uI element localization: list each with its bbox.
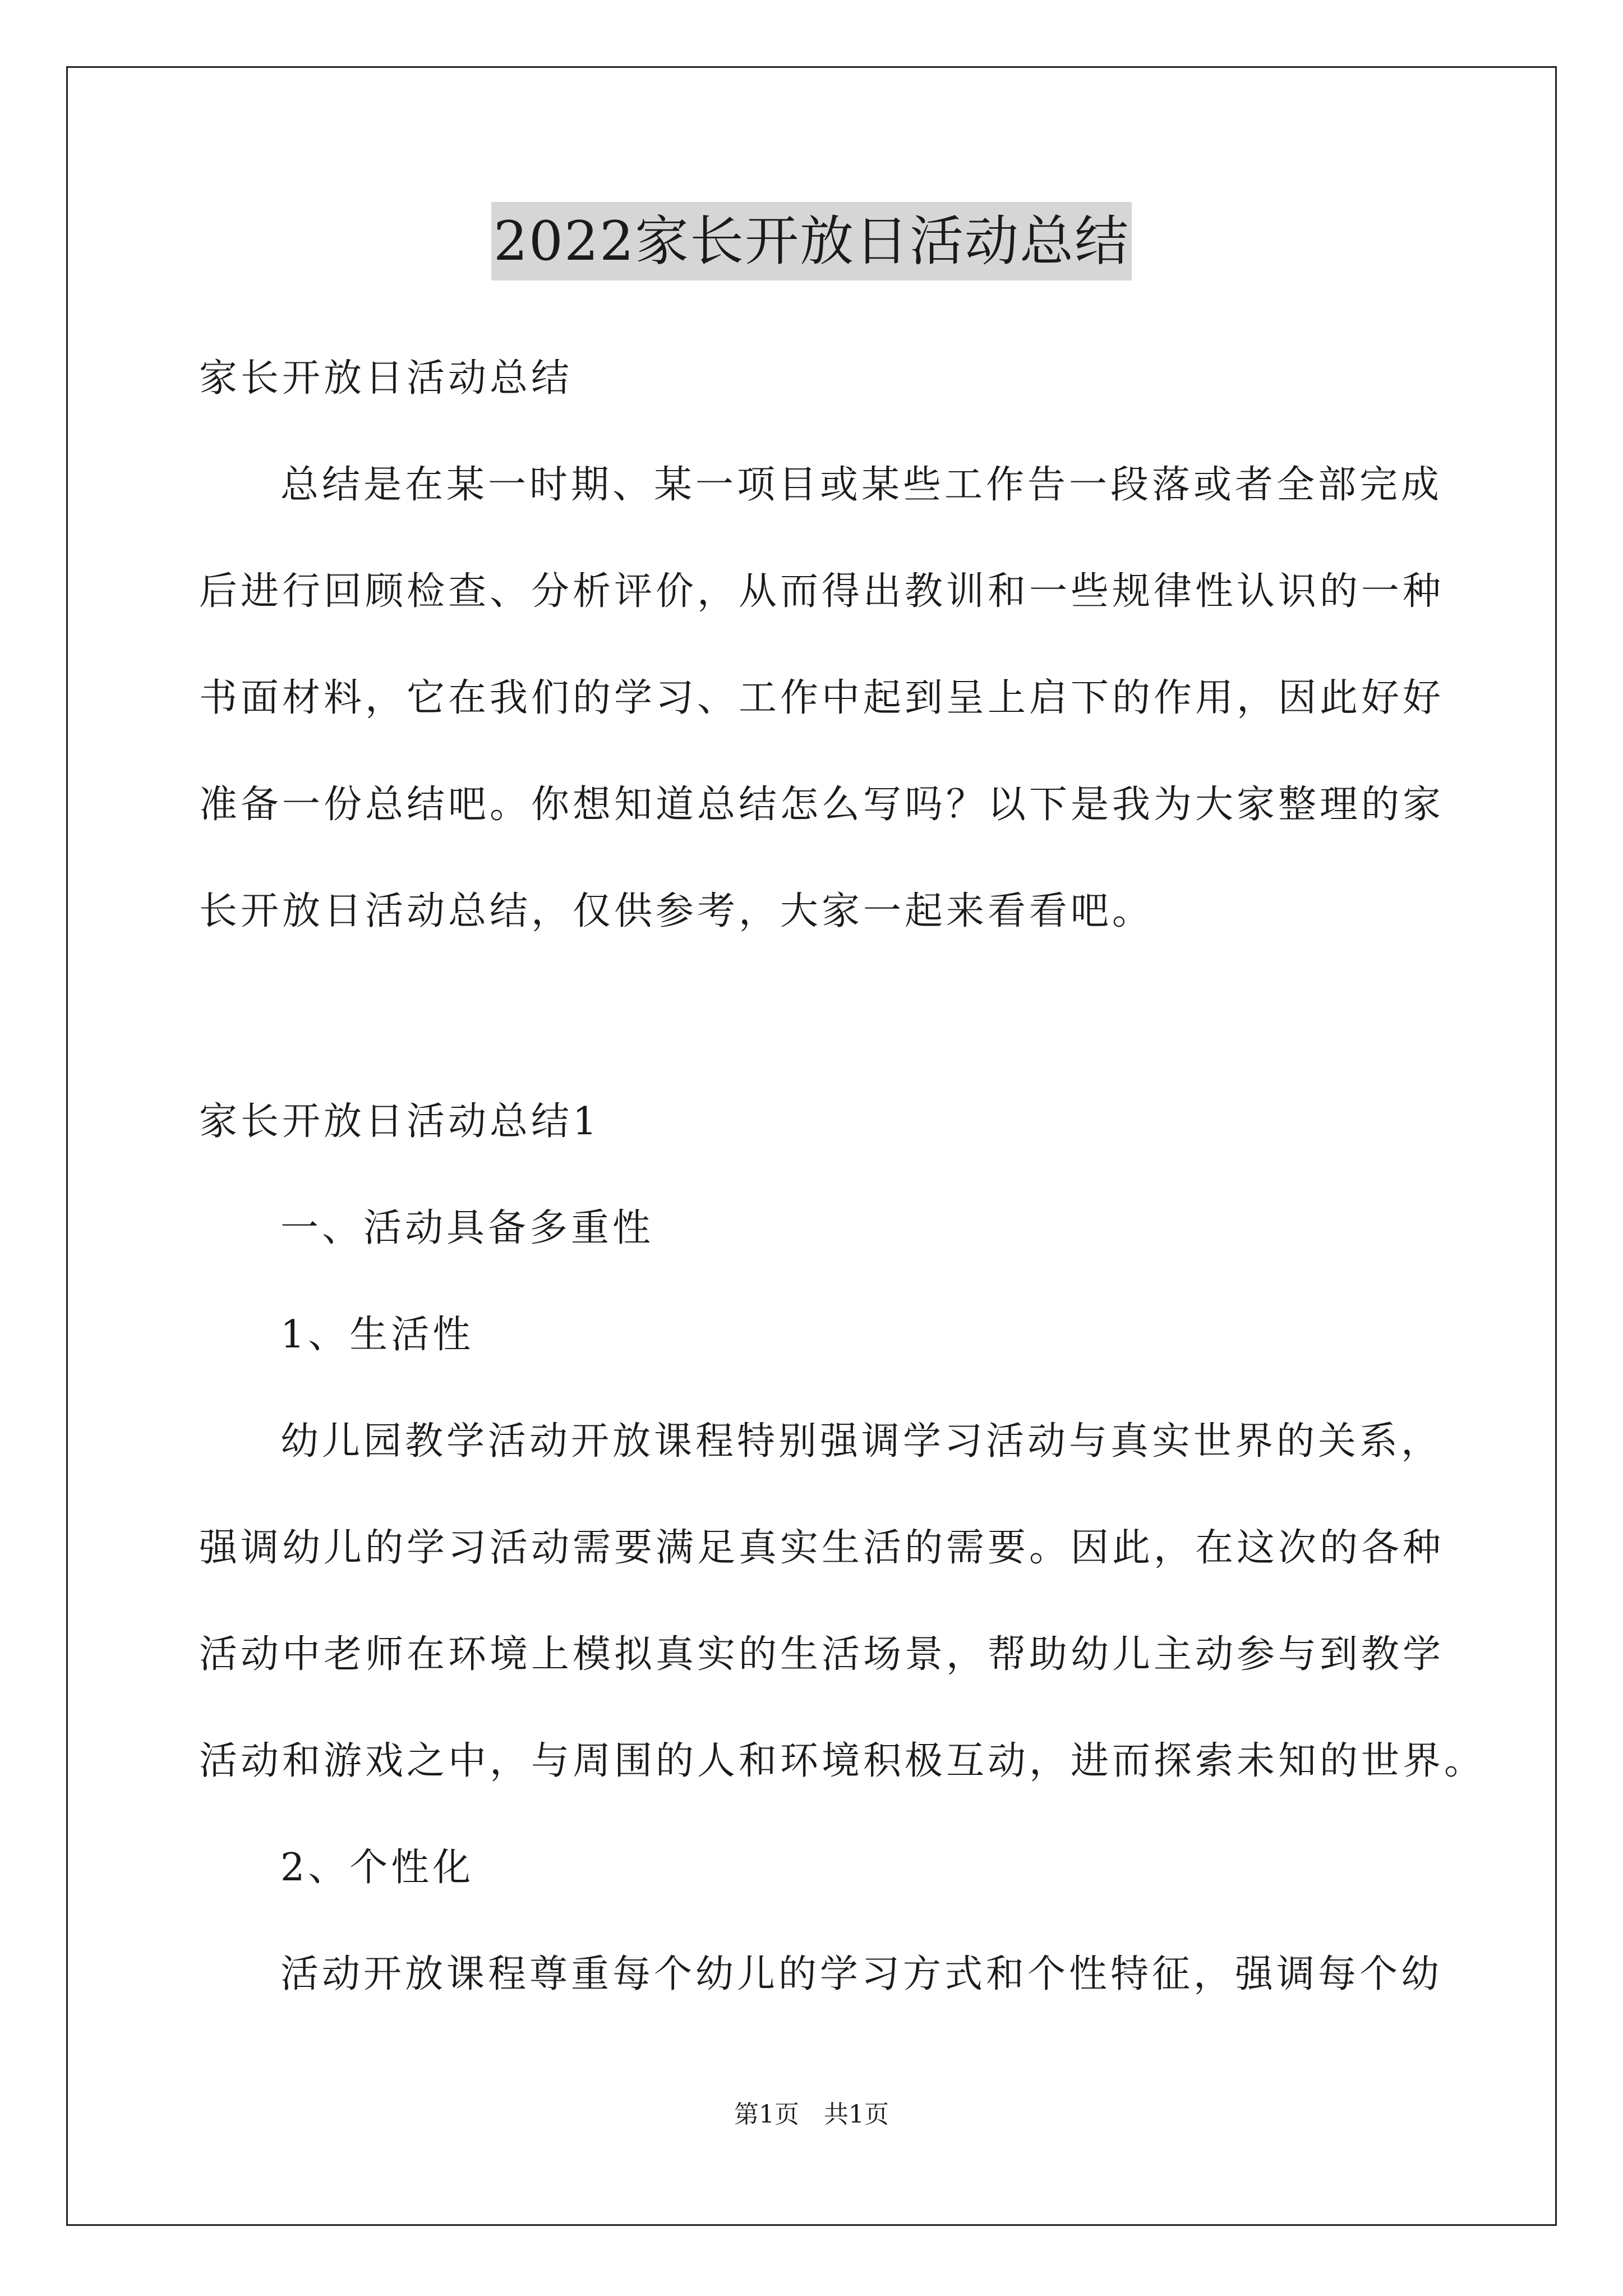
item-1-line-4: 活动和游戏之中，与周围的人和环境积极互动，进而探索未知的世界。: [199, 1739, 1486, 1783]
item-2-line-1: 活动开放课程尊重每个幼儿的学习方式和个性特征，强调每个幼: [280, 1952, 1443, 1996]
section-title: 家长开放日活动总结1: [199, 1099, 601, 1144]
heading-1: 一、活动具备多重性: [280, 1206, 654, 1250]
item-1-line-1: 幼儿园教学活动开放课程特别强调学习活动与真实世界的关系，: [280, 1419, 1443, 1464]
intro-line-2: 后进行回顾检查、分析评价，从而得出教训和一些规律性认识的一种: [199, 569, 1445, 614]
intro-line-3: 书面材料，它在我们的学习、工作中起到呈上启下的作用，因此好好: [199, 676, 1445, 720]
intro-line-5: 长开放日活动总结，仅供参考，大家一起来看看吧。: [199, 889, 1154, 933]
document-title: 2022家长开放日活动总结: [491, 202, 1132, 280]
item-1-line-3: 活动中老师在环境上模拟真实的生活场景，帮助幼儿主动参与到教学: [199, 1632, 1445, 1677]
page-number: 第1页 共1页: [734, 2100, 889, 2129]
title-container: [0, 202, 1623, 280]
item-1-line-2: 强调幼儿的学习活动需要满足真实生活的需要。因此，在这次的各种: [199, 1526, 1445, 1570]
item-2-title: 2、个性化: [280, 1846, 474, 1890]
document-subtitle: 家长开放日活动总结: [199, 356, 573, 401]
intro-line-1: 总结是在某一时期、某一项目或某些工作告一段落或者全部完成: [280, 463, 1443, 507]
intro-line-4: 准备一份总结吧。你想知道总结怎么写吗？以下是我为大家整理的家: [199, 783, 1445, 827]
item-1-title: 1、生活性: [280, 1313, 474, 1357]
